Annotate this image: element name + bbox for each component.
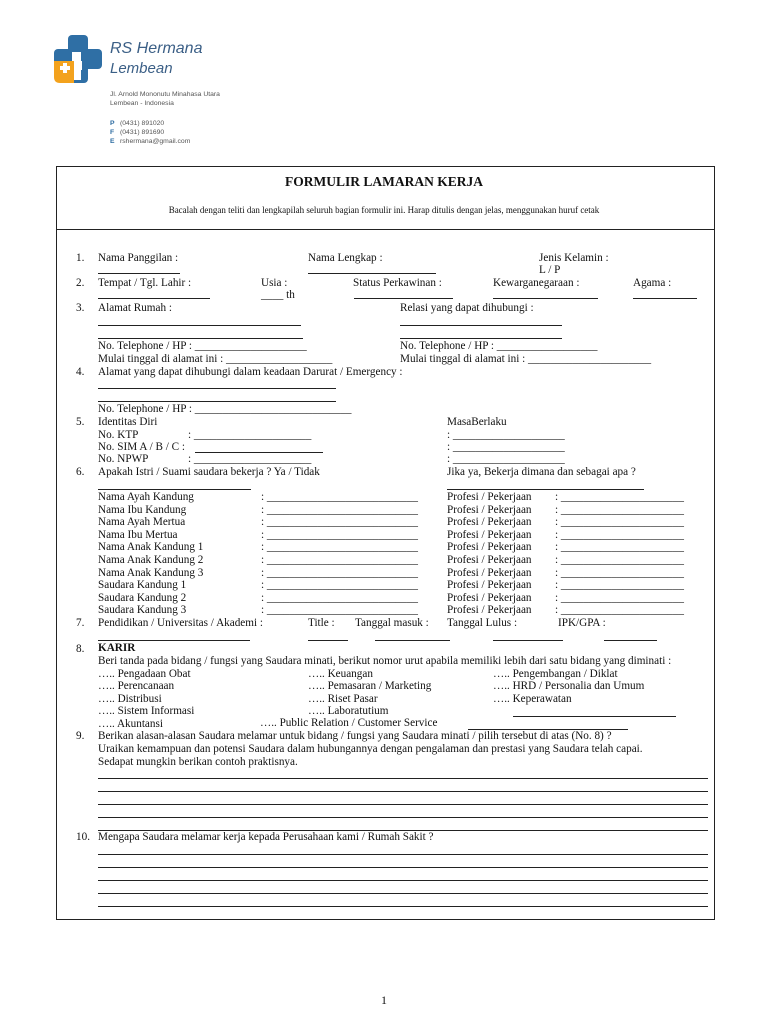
career-option[interactable]: ….. Laboratutium <box>308 705 389 717</box>
home-phone-field[interactable]: No. Telephone / HP : ____________________ <box>98 340 307 352</box>
npwp-field[interactable]: : _____________________ <box>188 453 312 465</box>
phone-number: (0431) 891020 <box>120 120 165 127</box>
home-address-field-2[interactable] <box>98 338 303 339</box>
career-other-field[interactable] <box>513 716 676 717</box>
fax-line <box>110 129 164 136</box>
sim-valid-field[interactable]: : ____________________ <box>447 441 565 453</box>
entry-date-label: Tanggal masuk : <box>355 617 429 629</box>
email-address: rshermana@gmail.com <box>120 138 191 145</box>
address-line-2: Lembean - Indonesia <box>110 100 174 107</box>
career-option[interactable]: ….. Pengembangan / Diklat <box>493 668 618 680</box>
emergency-field-2[interactable] <box>98 401 336 402</box>
edu-title-field[interactable] <box>308 640 348 641</box>
career-option[interactable]: ….. Sistem Informasi <box>98 705 195 717</box>
gender-options[interactable]: L / P <box>539 264 561 276</box>
family-profession-label: Profesi / Pekerjaan <box>447 592 532 604</box>
spouse-answer-field[interactable] <box>98 489 251 490</box>
email-label: E <box>110 138 115 145</box>
career-option[interactable]: ….. Keperawatan <box>493 693 572 705</box>
family-profession-label: Profesi / Pekerjaan <box>447 579 532 591</box>
phone-line <box>110 120 164 127</box>
phone-label: P <box>110 120 115 127</box>
family-member-label: Saudara Kandung 1 <box>98 579 187 591</box>
grad-date-label: Tanggal Lulus : <box>447 617 518 629</box>
family-member-name-field[interactable]: : ___________________________ <box>261 579 418 591</box>
spouse-followup: Jika ya, Bekerja dimana dan sebagai apa ? <box>447 466 636 478</box>
nationality-field[interactable] <box>493 298 598 299</box>
home-since-field[interactable]: Mulai tinggal di alamat ini : ___________________ <box>98 353 333 365</box>
fullname-label: Nama Lengkap : <box>308 252 383 264</box>
career-instruction: Beri tanda pada bidang / fungsi yang Saudara minati, berikut nomor urut apabila memiliki lebih dari satu bidang yang diminati : <box>98 655 672 667</box>
family-member-label: Nama Anak Kandung 3 <box>98 567 204 579</box>
relation-since-field[interactable]: Mulai tinggal di alamat ini : ______________________ <box>400 353 652 365</box>
family-member-label: Nama Ibu Mertua <box>98 529 178 541</box>
family-member-name-field[interactable]: : ___________________________ <box>261 504 418 516</box>
validity-label: MasaBerlaku <box>447 416 507 428</box>
family-member-label: Nama Ayah Kandung <box>98 491 194 503</box>
item-number: 3. <box>76 302 85 314</box>
brand-location: Lembean <box>110 60 173 77</box>
family-profession-field[interactable]: : ______________________ <box>555 554 684 566</box>
family-member-name-field[interactable]: : ___________________________ <box>261 604 418 616</box>
education-label: Pendidikan / Universitas / Akademi : <box>98 617 263 629</box>
birth-field[interactable] <box>98 298 210 299</box>
family-member-label: Nama Anak Kandung 2 <box>98 554 204 566</box>
family-member-name-field[interactable]: : ___________________________ <box>261 491 418 503</box>
form-title: FORMULIR LAMARAN KERJA <box>285 174 483 189</box>
ktp-field[interactable]: : _____________________ <box>188 429 312 441</box>
emergency-phone-field[interactable]: No. Telephone / HP : ____________________________ <box>98 403 352 415</box>
family-profession-field[interactable]: : ______________________ <box>555 579 684 591</box>
career-option[interactable]: ….. Pengadaan Obat <box>98 668 191 680</box>
family-member-name-field[interactable]: : ___________________________ <box>261 541 418 553</box>
religion-label: Agama : <box>633 277 672 289</box>
brand-name: RS Hermana <box>110 40 203 57</box>
career-option[interactable]: ….. Keuangan <box>308 668 373 680</box>
family-profession-label: Profesi / Pekerjaan <box>447 504 532 516</box>
gpa-label: IPK/GPA : <box>558 617 606 629</box>
career-option[interactable]: ….. Perencanaan <box>98 680 175 692</box>
family-profession-field[interactable]: : ______________________ <box>555 516 684 528</box>
career-option[interactable]: ….. Akuntansi <box>98 718 163 730</box>
nickname-field[interactable] <box>98 273 180 274</box>
age-label: Usia : <box>261 277 288 289</box>
spouse-question: Apakah Istri / Suami saudara bekerja ? Ya / Tidak <box>98 466 320 478</box>
reason-question: Berikan alasan-alasan Saudara melamar untuk bidang / fungsi yang Saudara minati / pilih tersebut di atas (No. 8) ? <box>98 730 612 742</box>
ktp-valid-field[interactable]: : ____________________ <box>447 429 565 441</box>
career-heading: KARIR <box>98 642 136 654</box>
career-option[interactable]: ….. Riset Pasar <box>308 693 378 705</box>
nickname-label: Nama Panggilan : <box>98 252 179 264</box>
family-member-label: Nama Ibu Kandung <box>98 504 187 516</box>
item-number: 9. <box>76 730 85 742</box>
gpa-field[interactable] <box>604 640 657 641</box>
form-instruction: Bacalah dengan teliti dan lengkapilah seluruh bagian formulir ini. Harap ditulis dengan jelas, menggunakan huruf cetak <box>168 205 600 215</box>
family-member-name-field[interactable]: : ___________________________ <box>261 529 418 541</box>
page-number: 1 <box>381 993 387 1007</box>
npwp-valid-field[interactable]: : ____________________ <box>447 453 565 465</box>
marital-field[interactable] <box>354 298 453 299</box>
birth-label: Tempat / Tgl. Lahir : <box>98 277 192 289</box>
home-address-field-1[interactable] <box>98 325 301 326</box>
family-member-label: Saudara Kandung 3 <box>98 604 187 616</box>
answer-line[interactable] <box>98 778 708 779</box>
answer-line[interactable] <box>98 791 708 792</box>
address-line-1: Jl. Arnold Mononutu Minahasa Utara <box>110 91 220 98</box>
family-profession-label: Profesi / Pekerjaan <box>447 604 532 616</box>
answer-line[interactable] <box>98 906 708 907</box>
family-member-label: Nama Anak Kandung 1 <box>98 541 204 553</box>
item-number: 1. <box>76 252 85 264</box>
item-number: 4. <box>76 366 85 378</box>
fullname-field[interactable] <box>308 273 436 274</box>
nationality-label: Kewarganegaraan : <box>493 277 580 289</box>
family-member-name-field[interactable]: : ___________________________ <box>261 567 418 579</box>
item-number: 5. <box>76 416 85 428</box>
family-profession-label: Profesi / Pekerjaan <box>447 567 532 579</box>
career-option[interactable]: ….. Distribusi <box>98 693 162 705</box>
family-profession-label: Profesi / Pekerjaan <box>447 491 532 503</box>
fax-label: F <box>110 129 115 136</box>
answer-line[interactable] <box>98 867 708 868</box>
family-profession-field[interactable]: : ______________________ <box>555 491 684 503</box>
family-profession-label: Profesi / Pekerjaan <box>447 541 532 553</box>
family-member-label: Nama Ayah Mertua <box>98 516 186 528</box>
header-separator <box>56 229 715 230</box>
career-option-public-relation[interactable]: ….. Public Relation / Customer Service <box>260 717 438 729</box>
relation-phone-field[interactable]: No. Telephone / HP : __________________ <box>400 340 598 352</box>
ability-question: Uraikan kemampuan dan potensi Saudara dalam hubungannya dengan pengalaman dan prestasi yang Saudara telah capai. <box>98 743 643 755</box>
item-number: 8. <box>76 643 85 655</box>
family-profession-label: Profesi / Pekerjaan <box>447 554 532 566</box>
answer-line[interactable] <box>98 817 708 818</box>
ktp-label: No. KTP <box>98 429 139 441</box>
answer-line[interactable] <box>98 854 708 855</box>
family-profession-field[interactable]: : ______________________ <box>555 567 684 579</box>
npwp-label: No. NPWP <box>98 453 149 465</box>
family-profession-field[interactable]: : ______________________ <box>555 604 684 616</box>
identity-label: Identitas Diri <box>98 416 158 428</box>
family-member-label: Saudara Kandung 2 <box>98 592 187 604</box>
relation-label: Relasi yang dapat dihubungi : <box>400 302 534 314</box>
education-field[interactable] <box>98 640 250 641</box>
marital-label: Status Perkawinan : <box>353 277 442 289</box>
family-profession-field[interactable]: : ______________________ <box>555 504 684 516</box>
why-question: Mengapa Saudara melamar kerja kepada Perusahaan kami / Rumah Sakit ? <box>98 831 434 843</box>
career-option[interactable]: ….. Pemasaran / Marketing <box>308 680 432 692</box>
emergency-label: Alamat yang dapat dihubungi dalam keadaan Darurat / Emergency : <box>98 366 403 378</box>
emergency-field-1[interactable] <box>98 388 336 389</box>
item-number: 10. <box>76 831 90 843</box>
age-field[interactable]: ____ th <box>261 289 295 301</box>
spouse-work-field[interactable] <box>447 489 644 490</box>
family-member-name-field[interactable]: : ___________________________ <box>261 592 418 604</box>
family-member-name-field[interactable]: : ___________________________ <box>261 516 418 528</box>
relation-field-1[interactable] <box>400 325 562 326</box>
example-question: Sedapat mungkin berikan contoh praktisnya. <box>98 756 298 768</box>
family-profession-field[interactable]: : ______________________ <box>555 529 684 541</box>
family-profession-field[interactable]: : ______________________ <box>555 541 684 553</box>
family-profession-label: Profesi / Pekerjaan <box>447 516 532 528</box>
sim-label: No. SIM A / B / C : <box>98 441 186 453</box>
item-number: 2. <box>76 277 85 289</box>
hospital-cross-logo-icon <box>54 35 104 83</box>
family-member-name-field[interactable]: : ___________________________ <box>261 554 418 566</box>
religion-field[interactable] <box>633 298 697 299</box>
item-number: 7. <box>76 617 85 629</box>
family-profession-label: Profesi / Pekerjaan <box>447 529 532 541</box>
answer-line[interactable] <box>98 893 708 894</box>
fax-number: (0431) 891690 <box>120 129 165 136</box>
item-number: 6. <box>76 466 85 478</box>
home-address-label: Alamat Rumah : <box>98 302 172 314</box>
entry-date-field[interactable] <box>375 640 450 641</box>
grad-date-field[interactable] <box>493 640 563 641</box>
email-line <box>110 138 190 145</box>
edu-title-label: Title : <box>308 617 335 629</box>
answer-line[interactable] <box>98 804 708 805</box>
gender-label: Jenis Kelamin : <box>539 252 609 264</box>
family-profession-field[interactable]: : ______________________ <box>555 592 684 604</box>
career-option[interactable]: ….. HRD / Personalia dan Umum <box>493 680 645 692</box>
relation-field-2[interactable] <box>400 338 562 339</box>
answer-line[interactable] <box>98 880 708 881</box>
